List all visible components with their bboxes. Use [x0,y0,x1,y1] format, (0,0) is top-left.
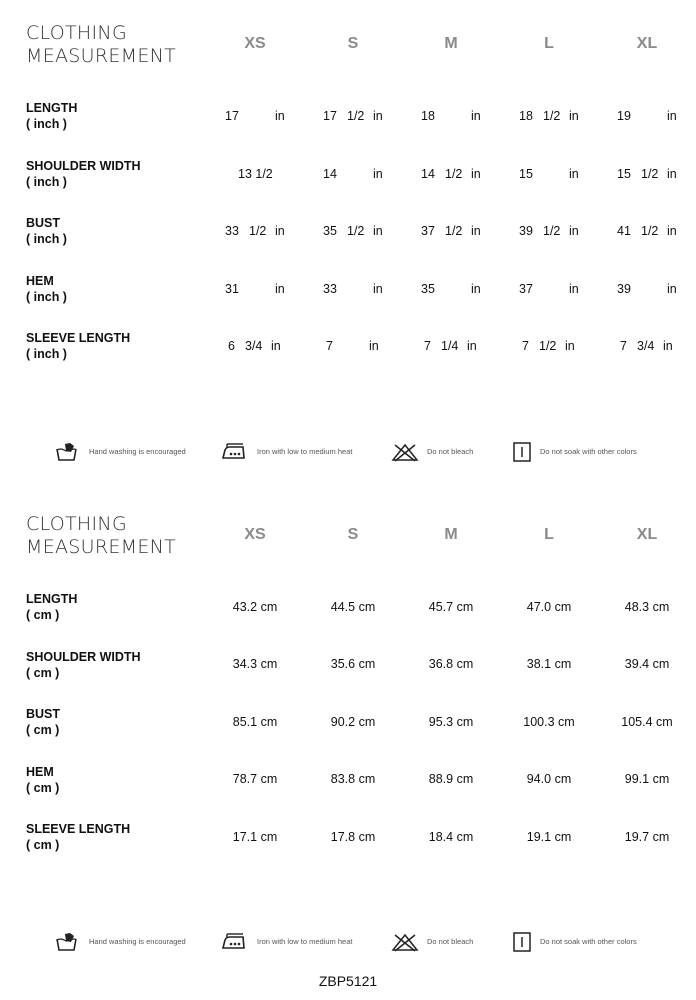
cm-cell: 45.7 cm [428,600,474,614]
cm-cell: 100.3 cm [523,715,575,729]
size-header-s: S [347,35,359,52]
size-header-s: S [347,526,359,543]
cm-cell: 18.4 cm [428,830,474,844]
care-instructions-top [0,438,696,468]
no-soak-icon [512,931,532,953]
title-line1: CLOTHING [26,22,127,44]
size-header-l: L [544,526,554,543]
size-header-xl: XL [636,35,658,52]
cm-cell: 34.3 cm [232,657,278,671]
row-label-length-cm: LENGTH ( cm ) [26,592,78,622]
row-label-shoulder-width-inch: SHOULDER WIDTH ( inch ) [26,159,141,189]
iron-icon [221,931,247,953]
size-header-l: L [544,35,554,52]
cm-cell: 19.1 cm [526,830,572,844]
care-item-no-soak [512,438,682,468]
cm-cell: 47.0 cm [526,600,572,614]
row-label-bust-cm: BUST ( cm ) [26,707,61,737]
row-label-hem-inch: HEM ( inch ) [26,274,67,304]
care-item-no-soak [512,928,682,958]
row-label-length-inch: LENGTH ( inch ) [26,101,78,131]
row-label-sleeve-length-inch: SLEEVE LENGTH ( inch ) [26,331,131,361]
cm-cell: 39.4 cm [624,657,670,671]
cm-cell: 36.8 cm [428,657,474,671]
size-header-m: M [444,35,458,52]
care-item-hand-wash [55,928,215,958]
care-item-no-bleach [391,438,501,468]
no-soak-icon [512,441,532,463]
row-label-hem-cm: HEM ( cm ) [26,765,60,795]
row-label-bust-inch: BUST ( inch ) [26,216,67,246]
cm-cell: 19.7 cm [624,830,670,844]
cm-table-title [26,513,176,559]
care-text: Do not bleach [427,937,474,946]
care-text: Iron with low to medium heat [257,937,353,946]
cm-cell: 78.7 cm [232,772,278,786]
hand-wash-icon [55,931,79,953]
row-label-shoulder-width-cm: SHOULDER WIDTH ( cm ) [26,650,141,680]
cm-cell: 83.8 cm [330,772,376,786]
cm-cell: 38.1 cm [526,657,572,671]
cm-cell: 35.6 cm [330,657,376,671]
care-item-iron [221,928,381,958]
cm-cell: 48.3 cm [624,600,670,614]
size-header-xl: XL [636,526,658,543]
cm-cell: 95.3 cm [428,715,474,729]
care-text: Do not soak with other colors [540,447,637,456]
row-label-sleeve-length-cm: SLEEVE LENGTH ( cm ) [26,822,131,852]
iron-icon [221,441,247,463]
hand-wash-icon [55,441,79,463]
no-bleach-icon [391,931,419,953]
cm-cell: 90.2 cm [330,715,376,729]
cm-cell: 88.9 cm [428,772,474,786]
care-text: Hand washing is encouraged [89,447,186,456]
cm-measurement-section [0,491,696,891]
inch-table-title [26,22,176,68]
care-instructions-bottom [0,928,696,958]
care-item-hand-wash [55,438,215,468]
product-code: ZBP5121 [318,973,378,989]
care-item-no-bleach [391,928,501,958]
cm-cell: 99.1 cm [624,772,670,786]
cm-cell: 17.8 cm [330,830,376,844]
no-bleach-icon [391,441,419,463]
care-text: Hand washing is encouraged [89,937,186,946]
cm-cell: 43.2 cm [232,600,278,614]
cm-cell: 44.5 cm [330,600,376,614]
size-header-xs: XS [244,526,266,543]
title-line2: MEASUREMENT [26,536,177,558]
size-header-m: M [444,526,458,543]
inch-measurement-section: CLOTHING MEASUREMENT XS S M L XL LENGTH ( inch ) 17 in 17 1/2 in 18 in 18 1/2 in 19 in SHOULDER WIDTH ( inch ) 13 1/2 14 in 14 1/2 in 15 in 15 1/2 in BUST ( inch ) 33 1/2 in 35 1/2 in 37 1/2 in 39 1/2 in 41 1/2 in HEM ( inch ) 31 in 33 in 35 in 37 in 39 in SLEEVE LENGTH ( inch ) 6 3/4 in 7 in 7 1/4 in 7 1/2 in 7 3/4 in [26,22,677,361]
care-item-iron [221,438,381,468]
care-text: Do not bleach [427,447,474,456]
size-header-xs: XS [244,35,266,52]
cm-cell: 17.1 cm [232,830,278,844]
title-line1: CLOTHING [26,513,127,535]
title-line2: MEASUREMENT [26,45,177,67]
cm-cell: 105.4 cm [621,715,673,729]
care-text: Iron with low to medium heat [257,447,353,456]
cm-cell: 94.0 cm [526,772,572,786]
cm-cell: 85.1 cm [232,715,278,729]
care-text: Do not soak with other colors [540,937,637,946]
